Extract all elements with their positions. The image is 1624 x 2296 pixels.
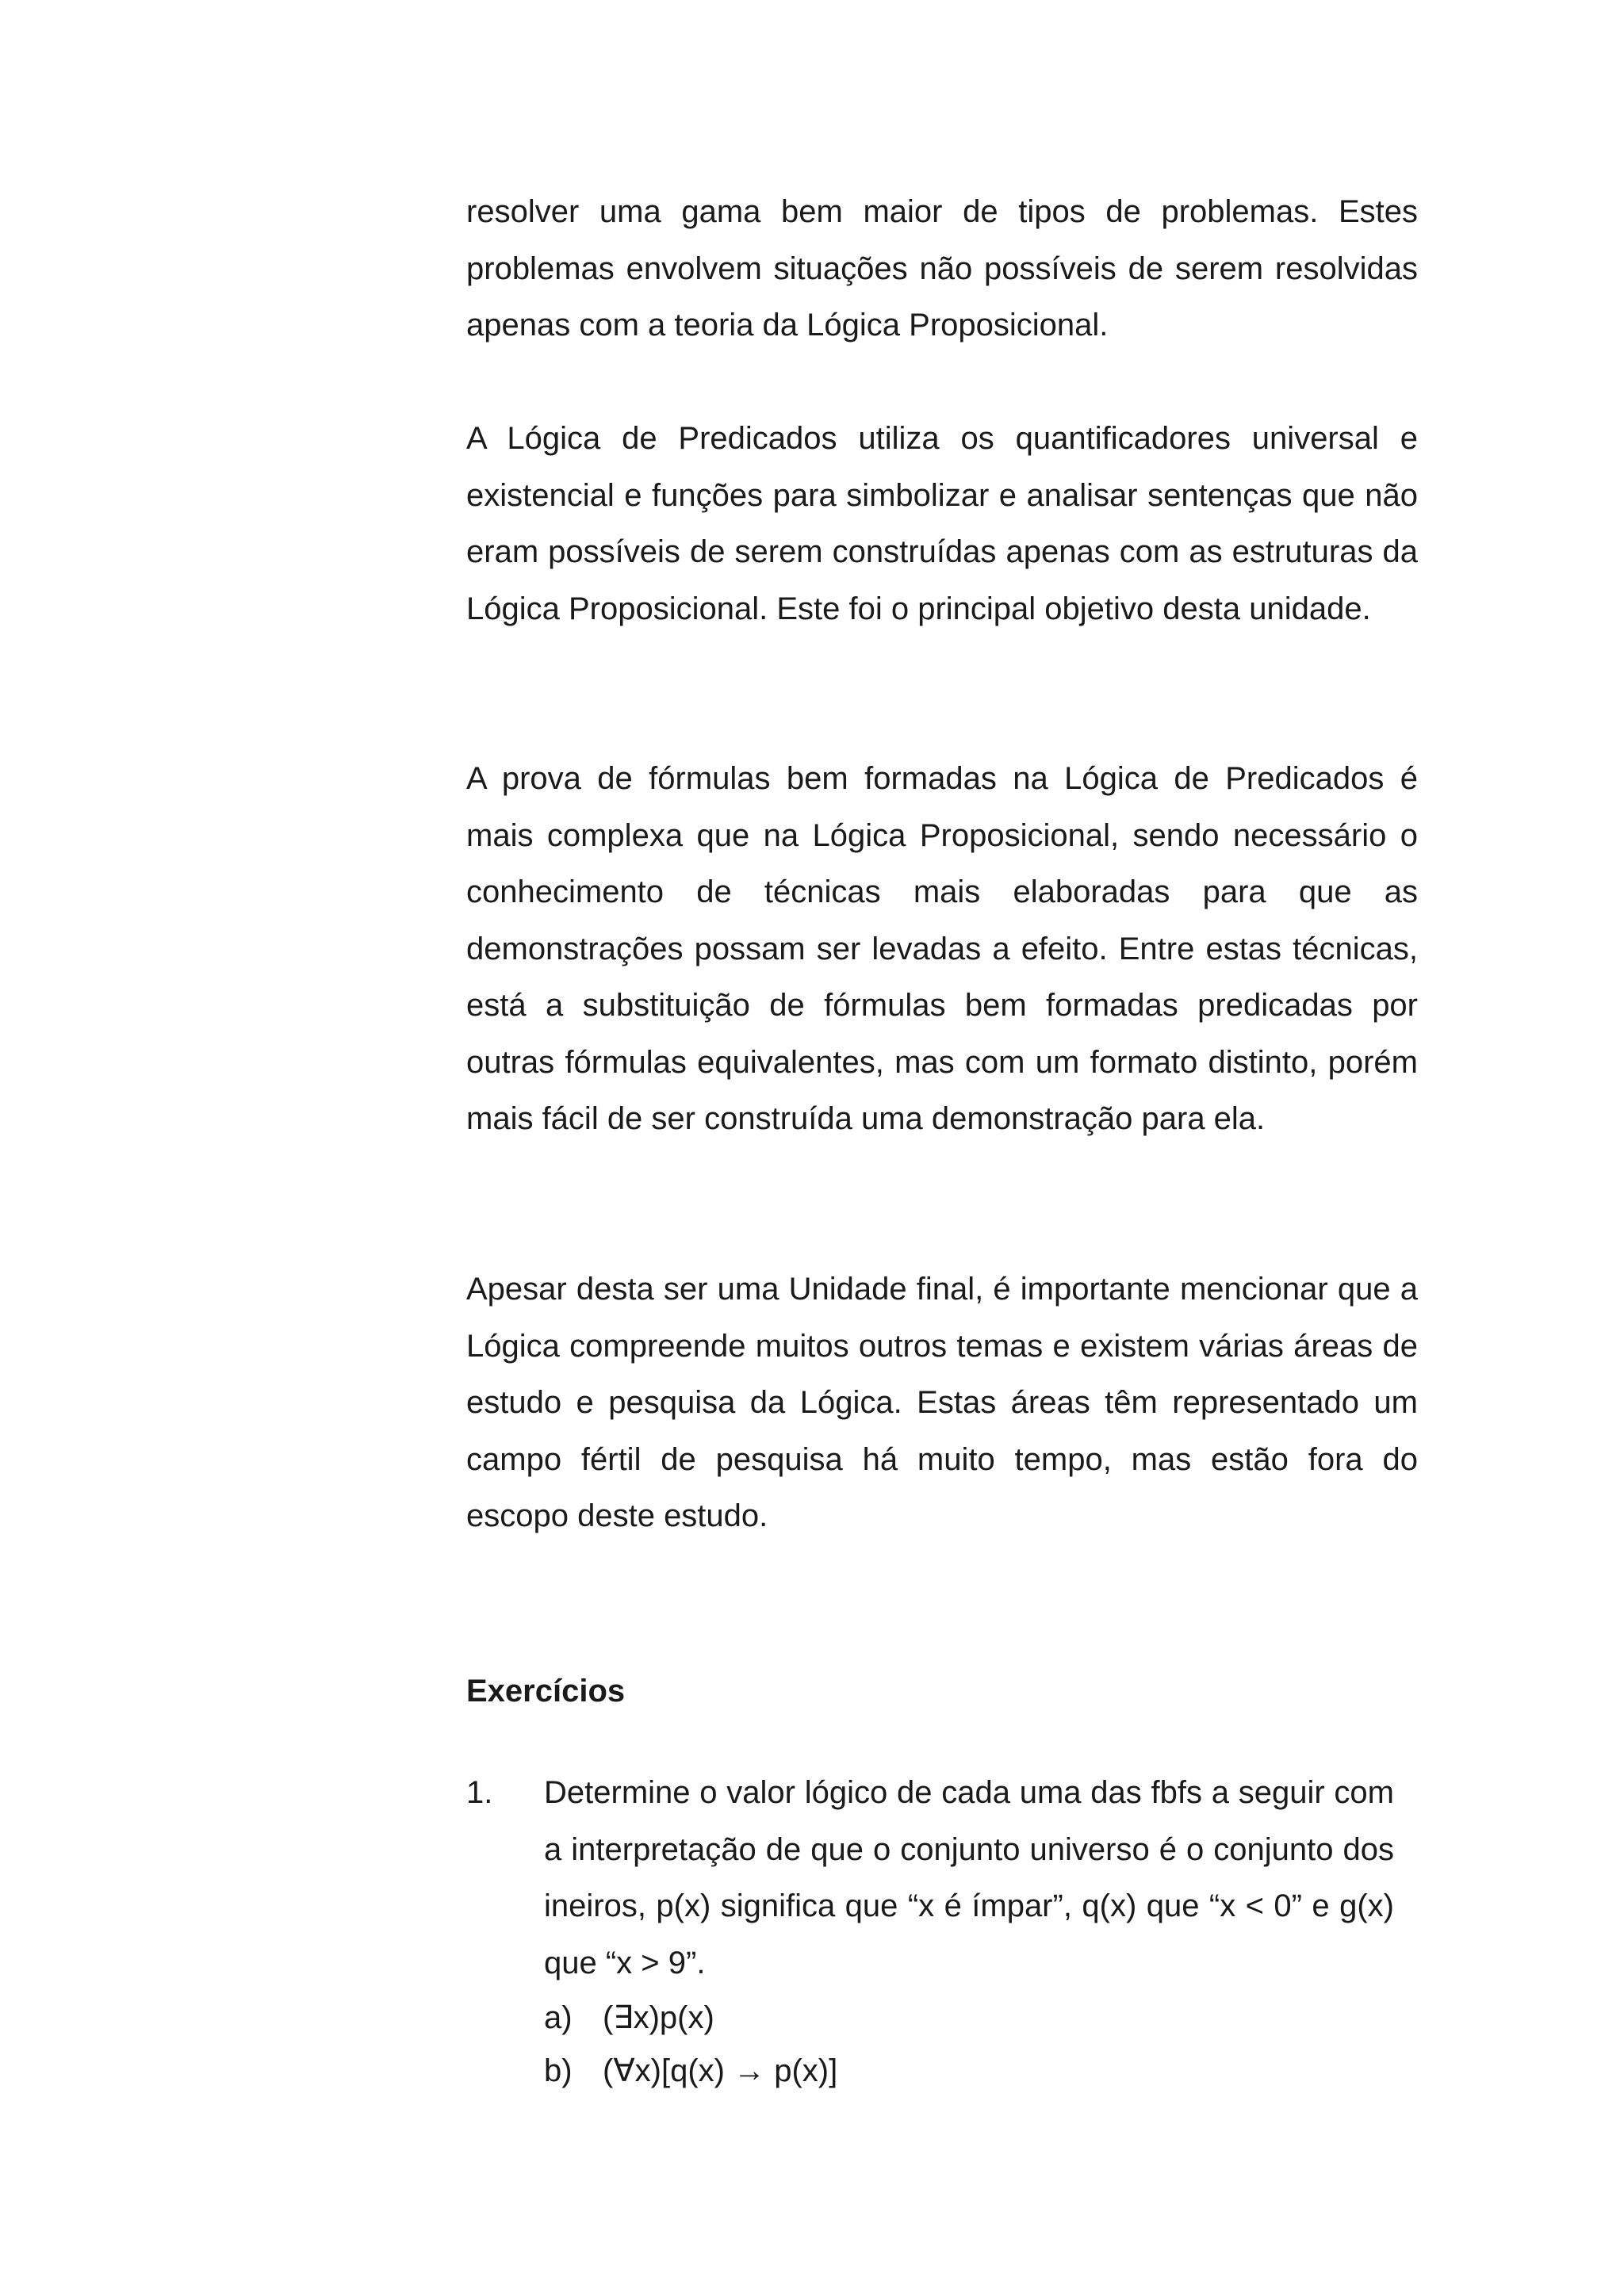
paragraph-2 (466, 411, 1418, 637)
subitem-formula: (∃x)p(x) (603, 2000, 714, 2035)
paragraph-text: A prova de fórmulas bem formadas na Lógica de Predicados é mais complexa que na Lógica Proposicional, sendo necessário o conhecimento de técnicas mais elaboradas para que as demonstrações possam ser levadas a efeito. Entre estas técnicas, está a substituição de fórmulas bem formadas predicadas por outras fórmulas equivalentes, mas com um formato distinto, porém mais fácil de ser construída uma demonstração para ela. (466, 761, 1418, 1136)
exercise-subitem-b (544, 2045, 837, 2098)
subitem-label: a) (544, 2000, 573, 2035)
paragraph-3 (466, 751, 1418, 1148)
exercise-subitem-a (544, 1992, 837, 2045)
subitem-label: b) (544, 2053, 573, 2088)
paragraph-text: A Lógica de Predicados utiliza os quantificadores universal e existencial e funções para simbolizar e analisar sentenças que não eram possíveis de serem construídas apenas com as estruturas da Lógica Proposicional. Este foi o principal objetivo desta unidade. (466, 421, 1418, 626)
exercise-subitems (544, 1992, 837, 2098)
subitem-formula: (∀x)[q(x) → p(x)] (603, 2053, 838, 2088)
paragraph-text: resolver uma gama bem maior de tipos de problemas. Estes problemas envolvem situações não possíveis de serem resolvidas apenas com a teoria da Lógica Proposicional. (466, 194, 1418, 342)
exercise-text: Determine o valor lógico de cada uma das fbfs a seguir com a interpretação de que o conjunto universo é o conjunto dos ineiros, p(x) significa que “x é ímpar”, q(x) que “x < 0” e g(x) que “x > 9”. (544, 1775, 1394, 1980)
exercises-heading: Exercícios (466, 1674, 626, 1709)
exercise-number: 1. (466, 1775, 493, 1810)
paragraph-text: Apesar desta ser uma Unidade final, é importante mencionar que a Lógica compreende muitos outros temas e existem várias áreas de estudo e pesquisa da Lógica. Estas áreas têm representado um campo fértil de pesquisa há muito tempo, mas estão fora do escopo deste estudo. (466, 1272, 1418, 1533)
paragraph-4 (466, 1261, 1418, 1545)
paragraph-1 (466, 184, 1418, 354)
